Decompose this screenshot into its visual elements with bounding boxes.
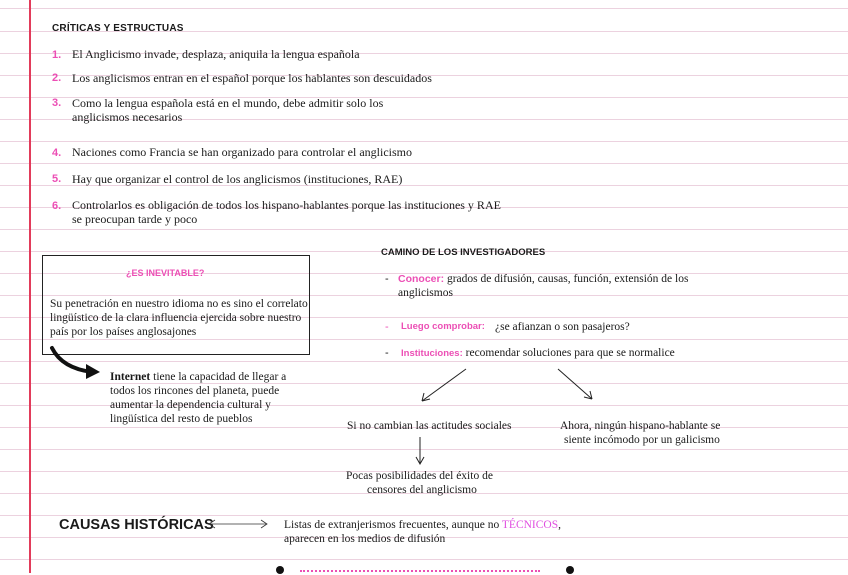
list-item: Los anglicismos entran en el español porque los hablantes son descuidados [72, 71, 432, 85]
branch-right-2: siente incómodo por un galicismo [564, 434, 720, 446]
box-text: Su penetración en nuestro idioma no es sino el correlato lingüístico de la clara influencia ejercida sobre nuestro país por los países anglosajones [50, 298, 308, 338]
result-line-1: Pocas posibilidades del éxito de [346, 470, 493, 482]
result-line-2: censores del anglicismo [367, 484, 477, 496]
list-number: 3. [52, 97, 62, 109]
margin-line [29, 0, 31, 573]
curved-arrow-icon [46, 342, 106, 382]
camino-item-continuation: anglicismos [398, 287, 453, 299]
down-arrow-icon [413, 435, 427, 467]
internet-bold: Internet [110, 371, 151, 383]
list-item: Naciones como Francia se han organizado para controlar el anglicismo [72, 145, 412, 159]
bullet-dash: - [385, 273, 389, 285]
list-item: Como la lengua española está en el mundo, debe admitir solo los [72, 96, 384, 110]
page-title: CRÍTICAS Y ESTRUCTUAS [52, 23, 184, 34]
causas-title: CAUSAS HISTÓRICAS [59, 517, 214, 533]
camino-label: Conocer: [398, 273, 445, 285]
camino-item [398, 272, 728, 286]
causas-text-after: , [558, 519, 562, 531]
camino-item-text: recomendar soluciones para que se normalice [462, 347, 675, 359]
branch-arrows-icon [410, 365, 610, 410]
camino-label: Luego comprobar: [401, 321, 485, 332]
branch-right-1: Ahora, ningún hispano-hablante se [560, 420, 721, 432]
causas-text [284, 518, 561, 532]
list-number: 4. [52, 147, 62, 159]
list-number: 5. [52, 173, 62, 185]
bullet-dash: - [385, 321, 389, 333]
list-item: El Anglicismo invade, desplaza, aniquila la lengua española [72, 47, 360, 61]
camino-label: Instituciones: [401, 348, 463, 359]
list-number: 1. [52, 49, 62, 61]
list-item: Controlarlos es obligación de todos los hispano-hablantes porque las instituciones y RAE [72, 198, 501, 212]
internet-text: tiene la capacidad de llegar a todos los rincones del planeta, puede aumentar la dependencia cultural y lingüística del resto de pueblos [110, 371, 287, 425]
causas-text-2: aparecen en los medios de difusión [284, 533, 446, 545]
list-number: 6. [52, 200, 62, 212]
causas-text-before: Listas de extranjerismos frecuentes, aunque no [284, 519, 502, 531]
camino-item-text: grados de difusión, causas, función, extensión de los [444, 273, 689, 285]
list-number: 2. [52, 72, 62, 84]
camino-title: CAMINO DE LOS INVESTIGADORES [381, 247, 546, 258]
list-item-continuation: se preocupan tarde y poco [72, 212, 198, 226]
double-arrow-icon [207, 518, 269, 530]
camino-item [401, 346, 675, 361]
branch-left: Si no cambian las actitudes sociales [347, 420, 512, 432]
camino-item-text: ¿se afianzan o son pasajeros? [495, 321, 630, 333]
bullet-dash: - [385, 347, 389, 359]
box-question: ¿ES INEVITABLE? [126, 268, 205, 278]
internet-note [110, 370, 290, 426]
list-item-continuation: anglicismos necesarios [72, 110, 183, 124]
causas-highlight: TÉCNICOS [501, 519, 559, 531]
list-item: Hay que organizar el control de los anglicismos (instituciones, RAE) [72, 172, 403, 186]
